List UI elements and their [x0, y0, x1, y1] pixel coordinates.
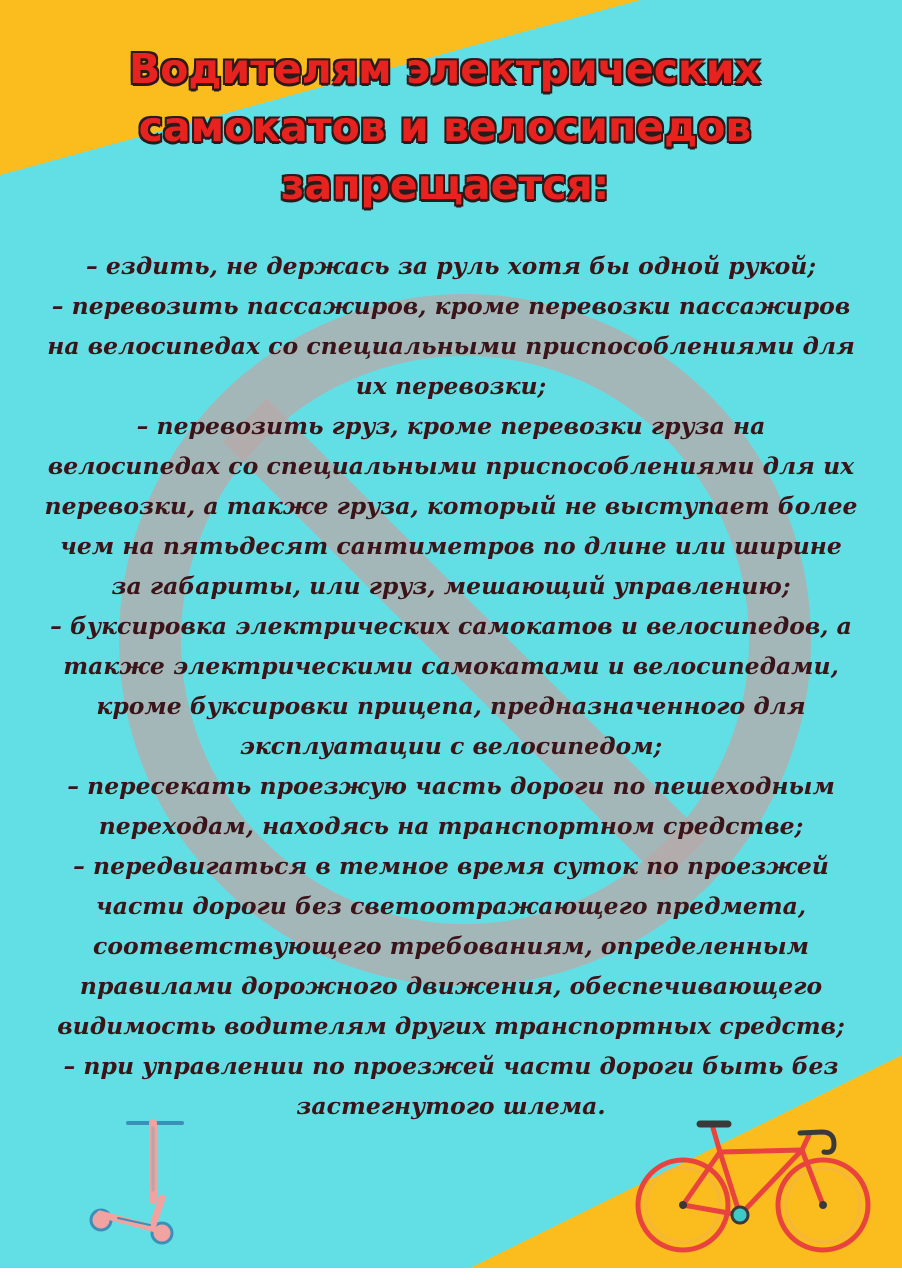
rules-line: велосипедах со специальными приспособлениями для их: [47, 452, 855, 480]
rules-line: видимость водителям других транспортных средств;: [57, 1012, 845, 1040]
rules-list: [18, 246, 884, 1126]
rules-line: – перевозить груз, кроме перевозки груза на: [136, 412, 766, 440]
rules-line: – буксировка электрических самокатов и велосипедов, а: [50, 612, 852, 640]
rules-line: кроме буксировки прицепа, предназначенного для: [96, 692, 806, 720]
rules-line: эксплуатации с велосипедом;: [239, 732, 663, 760]
rules-line: соответствующего требованиям, определенным: [93, 932, 809, 960]
rules-line: – перевозить пассажиров, кроме перевозки пассажиров: [51, 292, 851, 320]
rules-line: чем на пятьдесят сантиметров по длине или ширине: [60, 532, 842, 560]
rules-line: – при управлении по проезжей части дороги быть без: [63, 1052, 839, 1080]
rules-line: застегнутого шлема.: [296, 1092, 606, 1120]
rules-line: – ездить, не держась за руль хотя бы одной рукой;: [85, 252, 817, 280]
rules-line: правилами дорожного движения, обеспечивающего: [79, 972, 823, 1000]
poster-title-line: самокатов и велосипедов: [138, 103, 752, 151]
rules-line: части дороги без светоотражающего предмета,: [95, 892, 807, 920]
rules-line: на велосипедах со специальными приспособлениями для: [47, 332, 855, 360]
rules-line: за габариты, или груз, мешающий управлению;: [111, 572, 791, 600]
rules-line: их перевозки;: [355, 372, 547, 400]
rules-line: переходам, находясь на транспортном средстве;: [98, 812, 804, 840]
rules-line: – передвигаться в темное время суток по проезжей: [73, 852, 829, 880]
rules-line: также электрическими самокатами и велосипедами,: [63, 652, 839, 680]
rules-line: – пересекать проезжую часть дороги по пешеходным: [67, 772, 835, 800]
poster-title-line: Водителям электрических: [128, 45, 762, 93]
poster-title-line: запрещается:: [280, 161, 610, 209]
poster-title: [60, 40, 830, 214]
rules-line: перевозки, а также груза, который не выступает более: [44, 492, 858, 520]
